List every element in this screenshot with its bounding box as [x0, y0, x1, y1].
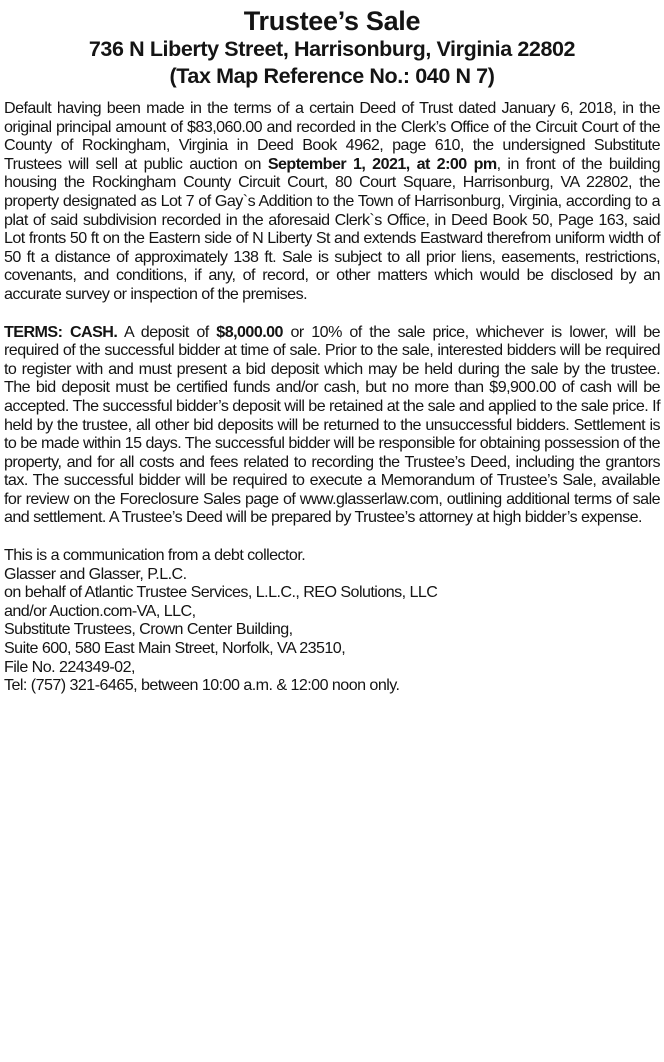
contact-line: Glasser and Glasser, P.L.C.	[4, 564, 187, 583]
terms-text-start: A deposit of	[117, 322, 217, 341]
property-address: 736 N Liberty Street, Harrisonburg, Virginia 22802	[88, 37, 576, 61]
contact-line: Suite 600, 580 East Main Street, Norfolk, VA 23510,	[4, 639, 346, 658]
contact-line: Tel: (757) 321-6465, between 10:00 a.m. & 12:00 noon only.	[4, 676, 400, 695]
tax-map-reference: (Tax Map Reference No.: 040 N 7)	[169, 64, 495, 88]
terms-label: TERMS: CASH.	[4, 322, 118, 341]
deposit-amount: $8,000.00	[216, 322, 283, 341]
contact-line: File No. 224349-02,	[4, 657, 135, 676]
contact-block	[4, 546, 660, 695]
notice-title: Trustee’s Sale	[243, 6, 421, 36]
default-paragraph	[4, 99, 660, 304]
terms-text-end: or 10% of the sale price, whichever is lower, will be required of the successful bidder at time of sale. Prior to the sale, interested bidders will be required to register with and must present a bid deposit which may be held during the sale by the trustee. The bid deposit must be certified funds and/or cash, but no more than $9,900.00 of cash will be accepted. The successful bidder’s deposit will be retained at the sale and applied to the sale price. If held by the trustee, all other bid deposits will be returned to the unsuccessful bidders. Settlement is to be made within 15 days. The successful bidder will be responsible for obtaining possession of the property, and for all costs and fees related to recording the Trustee’s Deed, including the grantors tax. The successful bidder will be required to execute a Memorandum of Trustee’s Sale, available for review on the Foreclosure Sales page of www.glasserlaw.com, outlining additional terms of sale and settlement. A Trustee’s Deed will be prepared by Trustee’s attorney at high bidder’s expense.	[4, 322, 661, 527]
sale-date-time: September 1, 2021, at 2:00 pm	[267, 154, 497, 173]
default-text-start: Default having been made in the terms of a certain Deed of Trust dated January 6, 2018, in the original principal amount of $83,060.00 and recorded in the Clerk’s Office of the Circuit Court of the County of Rockingham, Virginia in Deed Book 4962, page 610, the undersigned Substitute Trustees will sell at public auction on	[4, 99, 660, 173]
contact-line: and/or Auction.com-VA, LLC,	[4, 601, 196, 620]
contact-line: This is a communication from a debt collector.	[4, 546, 306, 565]
contact-line: on behalf of Atlantic Trustee Services, L.L.C., REO Solutions, LLC	[4, 583, 438, 602]
contact-line: Substitute Trustees, Crown Center Building,	[4, 620, 293, 639]
default-text-end: , in front of the building housing the Rockingham County Circuit Court, 80 Court Square, Harrisonburg, VA 22802, the property designated as Lot 7 of Gay`s Addition to the Town of Harrisonburg, Virginia, according to a plat of said subdivision recorded in the aforesaid Clerk`s Office, in Deed Book 50, Page 163, said Lot fronts 50 ft on the Eastern side of N Liberty St and extends Eastward therefrom uniform width of 50 ft a distance of approximately 138 ft. Sale is subject to all prior liens, easements, restrictions, covenants, and conditions, if any, of record, or other matters which would be disclosed by an accurate survey or inspection of the premises.	[4, 154, 660, 303]
terms-paragraph	[4, 323, 660, 528]
